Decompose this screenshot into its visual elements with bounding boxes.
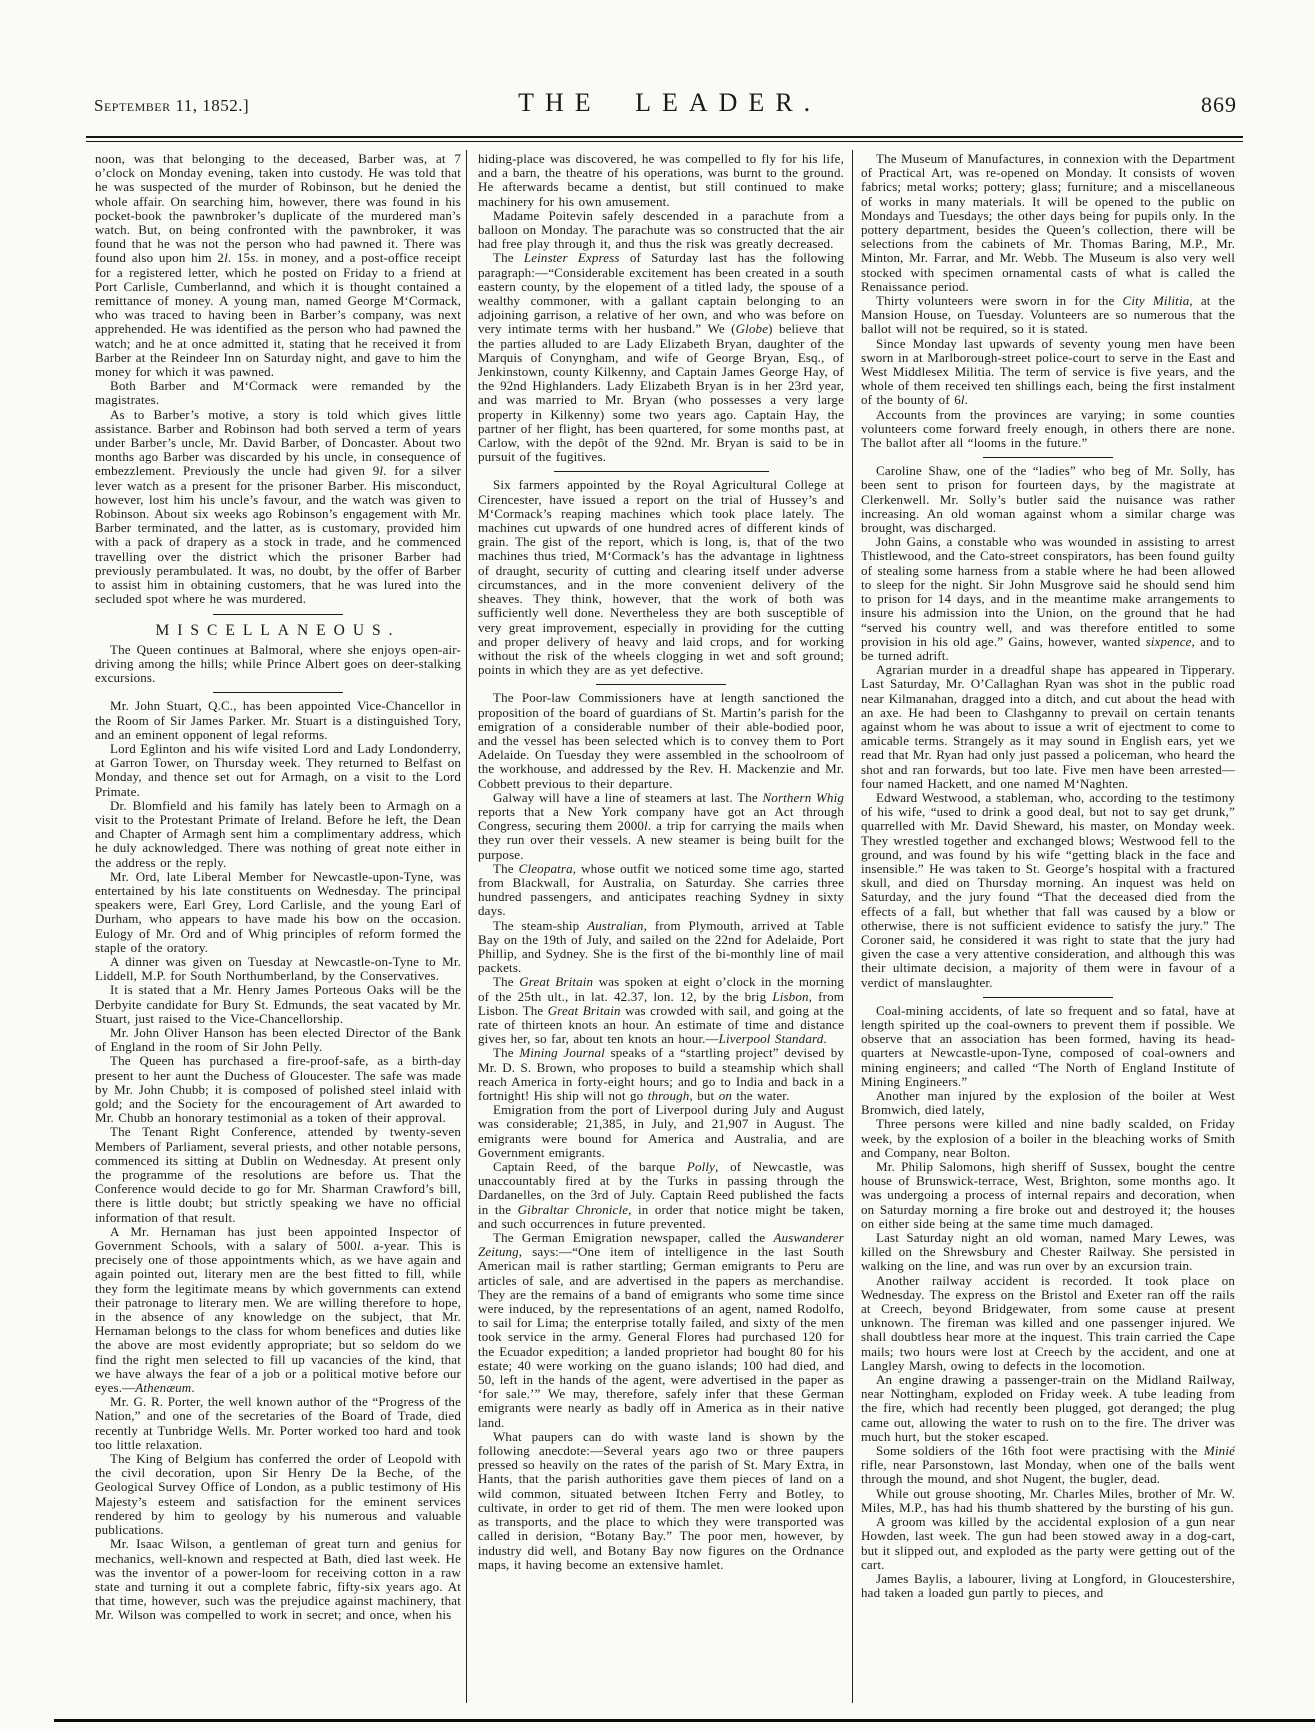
paragraph: The Museum of Manufactures, in connexion with the Department of Practical Art, was re-opened on Monday. It consists of woven fabrics; metal works; pottery; glass; furniture; and a miscellaneous of works in many materials. It will be opened to the public on Mondays and Tuesdays; the other days being for pupils only. In the pottery department, besides the Queen’s collection, there will be selections from the cabinets of Mr. Thomas Baring, M.P., Mr. Minton, Mr. Farrar, and Mr. Webb. The Museum is also very well stocked with specimen ornamental casts of what is called the Renaissance period. <box>861 151 1235 294</box>
issue-date: September 11, 1852.] <box>94 96 250 115</box>
newspaper-column-middle <box>478 152 844 1572</box>
section-rule <box>596 684 726 685</box>
paragraph: Some soldiers of the 16th foot were practising with the Minié rifle, near Parsonstown, last Monday, when one of the balls went through the mound, and shot Nugent, the bugler, dead. <box>861 1443 1235 1487</box>
paragraph: noon, was that belonging to the deceased, Barber was, at 7 o’clock on Monday evening, taken into custody. He was told that he was suspected of the murder of Robinson, but he denied the whole affair. On searching him, however, there was found in his pocket-book the pawnbroker’s duplicate of the murdered man’s watch. But, on being confronted with the pawnbroker, it was found that he was not the person who had pawned it. There was found also upon him 2l. 15s. in money, and a post-office receipt for a registered letter, which he posted on Friday to a friend at Port Carlisle, Cumberlannd, and which it is thought contained a remittance of money. A young man, named George M‘Cormack, who was traced to having been in Barber’s company, was next apprehended. He was identified as the person who had pawned the watch; and he at once admitted it, stating that he received it from Barber at the Reindeer Inn on Saturday night, and gave to him the money for which it was pawned. <box>95 151 461 380</box>
newspaper-title: THE LEADER. <box>518 88 822 117</box>
column-divider <box>466 150 467 1703</box>
header-rule <box>86 136 1243 142</box>
section-rule <box>554 471 769 472</box>
paragraph: Three persons were killed and nine badly scalded, on Friday week, by the explosion of a boiler in the bleaching works of Smith and Company, near Bolton. <box>861 1116 1235 1160</box>
paragraph: Caroline Shaw, one of the “ladies” who beg of Mr. Solly, has been sent to prison for fourteen days, by the magistrate at Clerkenwell. Mr. Solly’s butler said the nuisance was rather increasing. An old woman against whom a similar charge was brought, was discharged. <box>861 463 1235 536</box>
paragraph: As to Barber’s motive, a story is told which gives little assistance. Barber and Robinson had both served a term of years under Barber’s uncle, Mr. David Barber, of Doncaster. About two months ago Barber was discarded by his uncle, in consequence of embezzlement. Previously the uncle had given 9l. for a silver lever watch as a present for the prisoner Barber. His misconduct, however, lost him his uncle’s favour, and the watch was given to Robinson. About six weeks ago Robinson’s engagement with Mr. Barber terminated, and the latter, as is customary, provided him with a pack of drapery as a stock in trade, and he commenced travelling over the district which the prisoner Barber had previously perambulated. It was, no doubt, by the offer of Barber to assist him in obtaining customers, that he was lured into the secluded spot where he was murdered. <box>95 406 461 607</box>
paragraph: Another man injured by the explosion of the boiler at West Bromwich, died lately, <box>861 1088 1235 1118</box>
paragraph: An engine drawing a passenger-train on the Midland Railway, near Nottingham, exploded on Friday week. A tube leading from the fire, which had recently been plugged, got deranged; the plug came out, allowing the water to rush on to the fire. The driver was much hurt, but the stoker escaped. <box>861 1372 1235 1444</box>
paragraph: While out grouse shooting, Mr. Charles Miles, brother of Mr. W. Miles, M.P., has had his thumb shattered by the bursting of his gun. <box>861 1485 1235 1515</box>
paragraph: The steam-ship Australian, from Plymouth, arrived at Table Bay on the 19th of July, and sailed on the 22nd for Adelaide, Port Phillip, and Sydney. She is the first of the bi-monthly line of mail packets. <box>478 917 844 976</box>
paragraph: The German Emigration newspaper, called the Auswanderer Zeitung, says:—“One item of intelligence in the last South American mail is rather startling; German emigrants to Peru are articles of sale, and are advertised in the papers as merchandise. They are the remains of a band of emigrants who some time since were induced, by the representations of an agent, named Rodolfo, to sail for Lima; the enterprise totally failed, and sixty of the men took service in the army. General Flores had purchased 120 for the Ecuador expedition; a landed proprietor had bought 80 for his estate; 40 were working on the guano islands; 100 had died, and 50, left in the hands of the agent, were advertised in the paper as ‘for sale.’” We may, therefore, safely infer that these German emigrants were nearly as badly off in America as in their native land. <box>478 1230 844 1430</box>
paragraph: A dinner was given on Tuesday at Newcastle-on-Tyne to Mr. Liddell, M.P. for South Northumberland, by the Conservatives. <box>95 953 461 984</box>
paragraph: Agrarian murder in a dreadful shape has appeared in Tipperary. Last Saturday, Mr. O’Callaghan Ryan was shot in the public road near Kilmanahan, dragged into a ditch, and cut about the head with an axe. He had been to Clashganny to prevail on certain tenants against whom he was about to issue a writ of ejectment to come to amicable terms. Strangely as it may sound in English ears, yet we read that Mr. Ryan had only just passed a policeman, who heard the shot and ran forwards, but too late. Five men have been arrested—four named Hackett, and one named M‘Naghten. <box>861 662 1235 791</box>
section-rule <box>983 457 1113 458</box>
paragraph: Galway will have a line of steamers at last. The Northern Whig reports that a New York company have got an Act through Congress, securing them 2000l. a trip for carrying the mails when they run over their vessels. A new steamer is being built for the purpose. <box>478 789 845 862</box>
paragraph: Since Monday last upwards of seventy young men have been sworn in at Marlborough-street police-court to serve in the East and West Middlesex Militia. The term of service is five years, and the whole of them received ten shillings each, being the first instalment of the bounty of 6l. <box>861 335 1235 408</box>
section-heading: MISCELLANEOUS. <box>155 621 401 639</box>
paragraph: Accounts from the provinces are varying; in some counties volunteers come forward freely enough, in others there are none. The ballot after all “looms in the future.” <box>861 406 1235 451</box>
paragraph: Mr. John Oliver Hanson has been elected Director of the Bank of England in the room of Sir John Pelly. <box>95 1024 461 1055</box>
paragraph: Mr. G. R. Porter, the well known author of the “Progress of the Nation,” and one of the secretaries of the Board of Trade, died recently at Tunbridge Wells. Mr. Porter worked too hard and took too little relaxation. <box>95 1394 461 1452</box>
paragraph: A Mr. Hernaman has just been appointed Inspector of Government Schools, with a salary of 500l. a-year. This is precisely one of those appointments which, as we have again and again pointed out, literary men are the best fitted to fill, while they form the legitimate means by which governments can extend their patronage to literary men. We are willing therefore to hope, in the absence of any knowledge on the subject, that Mr. Hernaman belongs to the class for whom benefices and duties like the above are most evidently appropriate; but so seldom do we find the right men selected to fill up vacancies of the kind, that we have always the fear of a job or a political motive before our eyes.—Athenæum. <box>95 1223 461 1396</box>
paragraph: Mr. Isaac Wilson, a gentleman of great turn and genius for mechanics, well-known and respected at Bath, died last week. He was the inventor of a power-loom for receiving cotton in a raw state and turning it out a complete fabric, fifty-six years ago. At that time, however, such was the prejudice against machinery, that Mr. Wilson was compelled to work in secret; and once, when his <box>95 1536 461 1623</box>
paragraph: Mr. Ord, late Liberal Member for Newcastle-upon-Tyne, was entertained by his late constituents on Wednesday. The principal speakers were, Earl Grey, Lord Carlisle, and the young Earl of Durham, who appears to have made his bow on the occasion. Eulogy of Mr. Ord and of Whig principles of reform formed the staple of the oratory. <box>95 868 461 955</box>
paragraph: The Poor-law Commissioners have at length sanctioned the proposition of the board of guardians of St. Martin’s parish for the emigration of a considerable number of their able-bodied poor, and the vessel has been selected which is to convey them to Port Adelaide. On Tuesday they were assembled in the schoolroom of the workhouse, and addressed by the Rev. H. Mackenzie and Mr. Cobbett previous to their departure. <box>478 690 844 791</box>
paragraph: The Queen has purchased a fire-proof-safe, as a birth-day present to her aunt the Duchess of Gloucester. The safe was made by Mr. John Chubb; it is composed of polished steel inlaid with gold; and the Society for the encouragement of Art awarded to Mr. Chubb an honorary testimonial as a token of their approval. <box>95 1053 461 1126</box>
paragraph: The Queen continues at Balmoral, where she enjoys open-air-driving among the hills; while Prince Albert goes on deer-stalking excursions. <box>95 641 461 686</box>
page-bottom-edge <box>54 1719 1315 1722</box>
paragraph: The Leinster Express of Saturday last has the following paragraph:—“Considerable excitement has been created in a south eastern county, by the elopement of a titled lady, the spouse of a wealthy commoner, with a gallant captain belonging to an adjoining garrison, a relative of her own, and who was before on very intimate terms with her husband.” We (Globe) believe that the parties alluded to are Lady Elizabeth Bryan, daughter of the Marquis of Conyngham, and wife of George Bryan, Esq., of Jenkinstown, county Kilkenny, and Captain James George Hay, of the 92nd Highlanders. Lady Elizabeth Bryan is in her 23rd year, and was married to Mr. Bryan (who possesses a very large property in Kilkenny) some two years ago. Captain Hay, the partner of her flight, has been quartered, for some months past, at Carlow, with the depôt of the 92nd. Mr. Bryan is said to be in pursuit of the fugitives. <box>478 250 845 465</box>
paragraph: The Great Britain was spoken at eight o’clock in the morning of the 25th ult., in lat. 42.37, lon. 12, by the brig Lisbon, from Lisbon. The Great Britain was crowded with sail, and going at the rate of thirteen knots an hour. An estimate of time and distance gives her, so far, about ten knots an hour.—Liverpool Standard. <box>478 974 845 1047</box>
paragraph: Mr. Philip Salomons, high sheriff of Sussex, bought the centre house of Brunswick-terrace, West, Brighton, some months ago. It was undergoing a process of internal repairs and decoration, when on Saturday morning a fire broke out and destroyed it; the houses on either side being at the same time much damaged. <box>861 1159 1235 1231</box>
paragraph: Mr. John Stuart, Q.C., has been appointed Vice-Chancellor in the Room of Sir James Parker. Mr. Stuart is a distinguished Tory, and an eminent opponent of legal reforms. <box>95 698 461 742</box>
paragraph: Last Saturday night an old woman, named Mary Lewes, was killed on the Shrewsbury and Chester Railway. She persisted in walking on the line, and was run over by an excursion train. <box>861 1230 1235 1274</box>
paragraph: The Cleopatra, whose outfit we noticed some time ago, started from Blackwall, for Australia, on Saturday. She carries three hundred passengers, and anticipates reaching Sydney in sixty days. <box>478 860 844 919</box>
paragraph: Madame Poitevin safely descended in a parachute from a balloon on Monday. The parachute was so constructed that the air had free play through it, and thus the risk was greatly decreased. <box>478 207 844 252</box>
section-rule <box>213 692 343 693</box>
section-rule <box>983 997 1113 998</box>
paragraph: Thirty volunteers were sworn in for the City Militia, at the Mansion House, on Tuesday. Volunteers are so numerous that the ballot will not be required, so it is stated. <box>861 293 1235 337</box>
paragraph: Lord Eglinton and his wife visited Lord and Lady Londonderry, at Garron Tower, on Thursday week. They returned to Belfast on Monday, and thence set out for Armagh, on a visit to the Lord Primate. <box>95 740 461 799</box>
paragraph: John Gains, a constable who was wounded in assisting to arrest Thistlewood, and the Cato-street conspirators, has been found guilty of stealing some harness from a stable where he had been allowed to sleep for the night. Sir John Musgrove said he should send him to prison for 14 days, and in the meantime make arrangements to insure his admission into the Union, on the ground that he had “served his country well, and was therefore entitled to some provision in his old age.” Gains, however, wanted sixpence, and to be turned adrift. <box>861 534 1235 663</box>
newspaper-column-left <box>95 152 461 1623</box>
paragraph: hiding-place was discovered, he was compelled to fly for his life, and a barn, the theatre of his operations, was burnt to the ground. He afterwards became a dentist, but still continued to make machinery for his own amusement. <box>478 151 844 209</box>
paragraph: The Tenant Right Conference, attended by twenty-seven Members of Parliament, several priests, and other notable persons, commenced its sitting at Dublin on Wednesday. At present only the programme of the resolutions are before us. That the Conference would decide to go for Mr. Sharman Crawford’s bill, there is little doubt; but strictly speaking we have no official information of that result. <box>95 1124 461 1225</box>
page-number: 869 <box>1201 92 1237 117</box>
newspaper-column-right <box>861 152 1235 1600</box>
paragraph: Emigration from the port of Liverpool during July and August was considerable; 21,385, in July, and 21,907 in August. The emigrants were bound for America and Australia, and are Government emigrants. <box>478 1102 844 1160</box>
paragraph: Both Barber and M‘Cormack were remanded by the magistrates. <box>95 378 461 408</box>
paragraph: Six farmers appointed by the Royal Agricultural College at Cirencester, have issued a report on the trial of Hussey’s and M‘Cormack’s reaping machines which took place lately. The machines cut upwards of one hundred acres of different kinds of grain. The gist of the report, which is long, is, that of the two machines thus tried, M‘Cormack’s has the advantage in lightness of draught, security of cutting and clearing itself under adverse circumstances, and in the more convenient delivery of the sheaves. They think, however, that the work of both was sufficiently well done. Nevertheless they are both susceptible of very great improvement, especially in providing for the cutting and proper delivery of heavy and laid crops, and for working without the risk of the wheels clogging in wet and soft ground; points in which they are as yet defective. <box>478 477 844 678</box>
paragraph: A groom was killed by the accidental explosion of a gun near Howden, last week. The gun had been stowed away in a dog-cart, but it slipped out, and exploded as the party were getting out of the cart. <box>861 1514 1235 1572</box>
paragraph: Edward Westwood, a stableman, who, according to the testimony of his wife, “used to drink a good deal, but not to say get drunk,” quarrelled with Mr. David Sheward, his master, on Monday week. They wrestled together and exchanged blows; Westwood fell to the ground, and was found by his wife “getting black in the face and insensible.” He was taken to St. George’s hospital with a fractured skull, and died on Thursday morning. An inquest was held on Saturday, and the jury found “That the deceased died from the effects of a fall, but whether that fall was caused by a blow or otherwise, there is not sufficient evidence to satisfy the jury.” The Coroner said, he considered it was right to state that the jury had given the case a very attentive consideration, and although this was their ultimate decision, a majority of them were in favour of a verdict of manslaughter. <box>861 789 1235 990</box>
paragraph: Another railway accident is recorded. It took place on Wednesday. The express on the Bristol and Exeter ran off the rails at Creech, beyond Bridgewater, from some cause at present unknown. The fireman was killed and one passenger injured. We shall doubtless hear more at the inquest. This train carried the Cape mails; two hours were lost at Creech by the accident, and one at Langley Marsh, owing to defects in the locomotion. <box>861 1272 1235 1373</box>
paragraph: Captain Reed, of the barque Polly, of Newcastle, was unaccountably fired at by the Turks in passing through the Dardanelles, on the 3rd of July. Captain Reed published the facts in the Gibraltar Chronicle, in order that notice might be taken, and such occurrences in future prevented. <box>478 1159 844 1231</box>
paragraph: Coal-mining accidents, of late so frequent and so fatal, have at length spirited up the coal-owners to prevent them if possible. We observe that an association has been formed, having its head-quarters at Newcastle-upon-Tyne, composed of coal-owners and mining engineers; and called “The North of England Institute of Mining Engineers.” <box>861 1002 1235 1089</box>
paragraph: What paupers can do with waste land is shown by the following anecdote:—Several years ago two or three paupers pressed so heavily on the rates of the parish of St. Mary Extra, in Hants, that the parish authorities gave them pieces of land on a wild common, situated between Itchen Ferry and Botley, to cultivate, in order to get rid of them. The men were looked upon as transports, and the place to which they were transported was called in derision, “Botany Bay.” The poor men, however, by industry did well, and Botany Bay now figures on the Ordnance maps, it having become an extensive hamlet. <box>478 1428 844 1572</box>
paragraph: James Baylis, a labourer, living at Longford, in Gloucestershire, had taken a loaded gun partly to pieces, and <box>861 1570 1235 1601</box>
column-divider <box>852 150 853 1703</box>
paragraph: Dr. Blomfield and his family has lately been to Armagh on a visit to the Protestant Primate of Ireland. Before he left, the Dean and Chapter of Armagh sent him a complimentary address, which he duly acknowledged. There was nothing of great note either in the address or the reply. <box>95 797 461 870</box>
paragraph: It is stated that a Mr. Henry James Porteous Oaks will be the Derbyite candidate for Bury St. Edmunds, the seat vacated by Mr. Stuart, just raised to the Vice-Chancellorship. <box>95 982 461 1026</box>
paragraph: The King of Belgium has conferred the order of Leopold with the civil decoration, upon Sir Henry De la Beche, of the Geological Survey Office of London, as a public testimony of His Majesty’s esteem and satisfaction for the eminent services rendered by him to geology by his numerous and valuable publications. <box>95 1451 461 1538</box>
paragraph: The Mining Journal speaks of a “startling project” devised by Mr. D. S. Brown, who proposes to build a steamship which shall reach America in forty-eight hours; and go to India and back in a fortnight! His ship will not go through, but on the water. <box>478 1045 845 1103</box>
section-rule <box>213 614 343 615</box>
